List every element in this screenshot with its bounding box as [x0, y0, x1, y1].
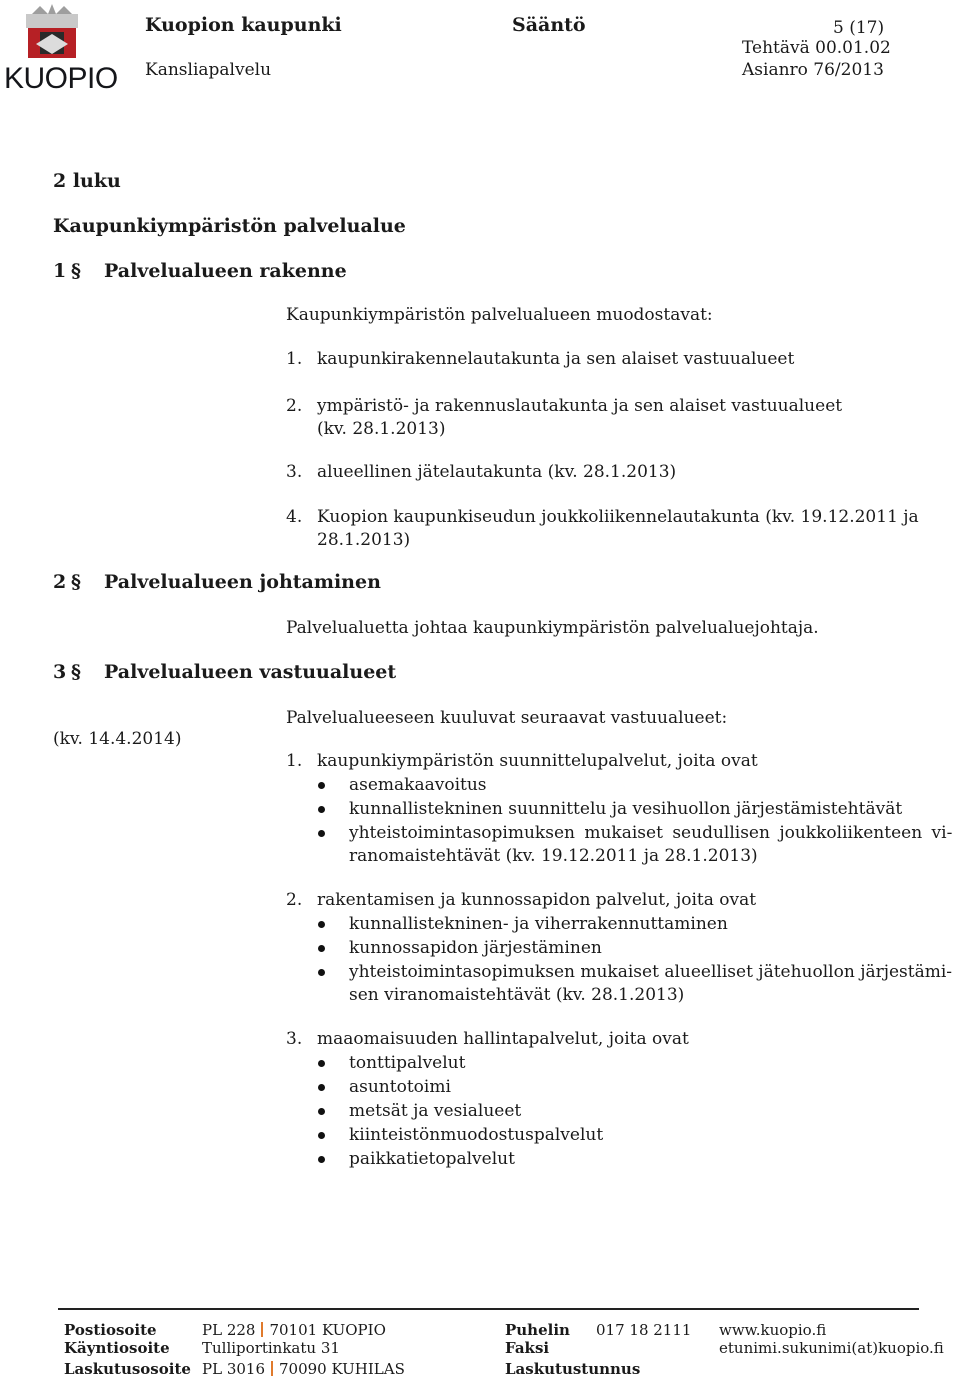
group-title: maaomaisuuden hallintapalvelut, joita ovat — [317, 1029, 689, 1049]
list-item-continued: 28.1.2013) — [317, 530, 411, 550]
billing-label: Laskutusosoite — [64, 1360, 191, 1378]
list-number: 1. — [286, 751, 303, 771]
case-number: Asianro 76/2013 — [742, 60, 884, 80]
list-item: metsät ja vesialueet — [349, 1101, 522, 1121]
fax-label: Faksi — [505, 1339, 550, 1357]
group-title: kaupunkiympäristön suunnittelupalvelut, joita ovat — [317, 751, 758, 771]
areas-intro: Palvelualueeseen kuuluvat seuraavat vastuualueet: — [286, 708, 728, 728]
list-number: 2. — [286, 890, 303, 910]
bullet-icon — [318, 830, 325, 837]
list-item: yhteistoimintasopimuksen mukaiset alueelliset jätehuollon järjestämi- — [349, 962, 953, 982]
list-item: kunnallistekninen suunnittelu ja vesihuollon järjestämistehtävät — [349, 799, 903, 819]
section-number: 1 — [53, 260, 67, 282]
list-number: 1. — [286, 349, 303, 369]
list-item-continued: sen viranomaistehtävät (kv. 28.1.2013) — [349, 985, 685, 1005]
bullet-icon — [318, 945, 325, 952]
list-item: Kuopion kaupunkiseudun joukkoliikennelautakunta (kv. 19.12.2011 ja — [317, 507, 919, 527]
chapter-title: 2 luku — [53, 170, 121, 192]
amendment-note: (kv. 14.4.2014) — [53, 729, 182, 749]
list-number: 2. — [286, 396, 303, 416]
bullet-icon — [318, 806, 325, 813]
section-number: 3 — [53, 661, 67, 683]
kuopio-coat-of-arms-icon — [22, 4, 82, 62]
footer-divider — [58, 1308, 919, 1310]
separator-bar — [271, 1361, 273, 1376]
chapter-subtitle: Kaupunkiympäristön palvelualue — [53, 215, 406, 237]
section-sign: § — [71, 260, 81, 282]
phone-label: Puhelin — [505, 1321, 570, 1339]
list-item: kunnallistekninen- ja viherrakennuttaminen — [349, 914, 728, 934]
doc-type: Sääntö — [512, 14, 586, 36]
billing-id-label: Laskutustunnus — [505, 1360, 641, 1378]
list-item: asuntotoimi — [349, 1077, 451, 1097]
page-number: 5 (17) — [833, 18, 885, 38]
list-item-continued: ranomaistehtävät (kv. 19.12.2011 ja 28.1.2013) — [349, 846, 758, 866]
email-link[interactable]: etunimi.sukunimi(at)kuopio.fi — [719, 1339, 944, 1357]
billing-code: 70090 KUHILAS — [279, 1360, 405, 1378]
bullet-icon — [318, 1108, 325, 1115]
logo-wordmark: KUOPIO — [4, 62, 118, 95]
bullet-icon — [318, 782, 325, 789]
website-link[interactable]: www.kuopio.fi — [719, 1321, 827, 1339]
visit-address: Tulliportinkatu 31 — [202, 1339, 340, 1357]
postal-code: 70101 KUOPIO — [269, 1321, 386, 1339]
list-item: asemakaavoitus — [349, 775, 487, 795]
bullet-icon — [318, 921, 325, 928]
list-number: 4. — [286, 507, 303, 527]
section-sign: § — [71, 661, 81, 683]
list-item: ympäristö- ja rakennuslautakunta ja sen alaiset vastuualueet — [317, 396, 843, 416]
billing-address — [202, 1360, 405, 1378]
list-item: yhteistoimintasopimuksen mukaiset seudullisen joukkoliikenteen vi- — [349, 823, 953, 843]
list-item: kaupunkirakennelautakunta ja sen alaiset vastuualueet — [317, 349, 795, 369]
bullet-icon — [318, 1084, 325, 1091]
section-title: Palvelualueen johtaminen — [104, 571, 381, 593]
postal-address — [202, 1321, 386, 1339]
section-title: Palvelualueen rakenne — [104, 260, 347, 282]
dept-name: Kansliapalvelu — [145, 60, 272, 80]
leadership-text: Palvelualuetta johtaa kaupunkiympäristön palvelualuejohtaja. — [286, 618, 819, 638]
list-item: kunnossapidon järjestäminen — [349, 938, 602, 958]
section-number: 2 — [53, 571, 67, 593]
visit-label: Käyntiosoite — [64, 1339, 170, 1357]
billing-box: PL 3016 — [202, 1360, 265, 1378]
list-item-continued: (kv. 28.1.2013) — [317, 419, 446, 439]
group-title: rakentamisen ja kunnossapidon palvelut, joita ovat — [317, 890, 757, 910]
structure-intro: Kaupunkiympäristön palvelualueen muodostavat: — [286, 305, 713, 325]
list-item: alueellinen jätelautakunta (kv. 28.1.2013) — [317, 462, 677, 482]
org-name: Kuopion kaupunki — [145, 14, 342, 36]
task-code: Tehtävä 00.01.02 — [742, 38, 891, 58]
list-number: 3. — [286, 462, 303, 482]
section-sign: § — [71, 571, 81, 593]
postal-label: Postiosoite — [64, 1321, 157, 1339]
section-title: Palvelualueen vastuualueet — [104, 661, 397, 683]
bullet-icon — [318, 1156, 325, 1163]
bullet-icon — [318, 1132, 325, 1139]
list-number: 3. — [286, 1029, 303, 1049]
list-item: kiinteistönmuodostuspalvelut — [349, 1125, 604, 1145]
list-item: tonttipalvelut — [349, 1053, 466, 1073]
bullet-icon — [318, 1060, 325, 1067]
bullet-icon — [318, 969, 325, 976]
kuopio-logo — [4, 4, 118, 96]
postal-box: PL 228 — [202, 1321, 256, 1339]
phone-number: 017 18 2111 — [596, 1321, 692, 1339]
list-item: paikkatietopalvelut — [349, 1149, 515, 1169]
separator-bar — [261, 1322, 263, 1337]
